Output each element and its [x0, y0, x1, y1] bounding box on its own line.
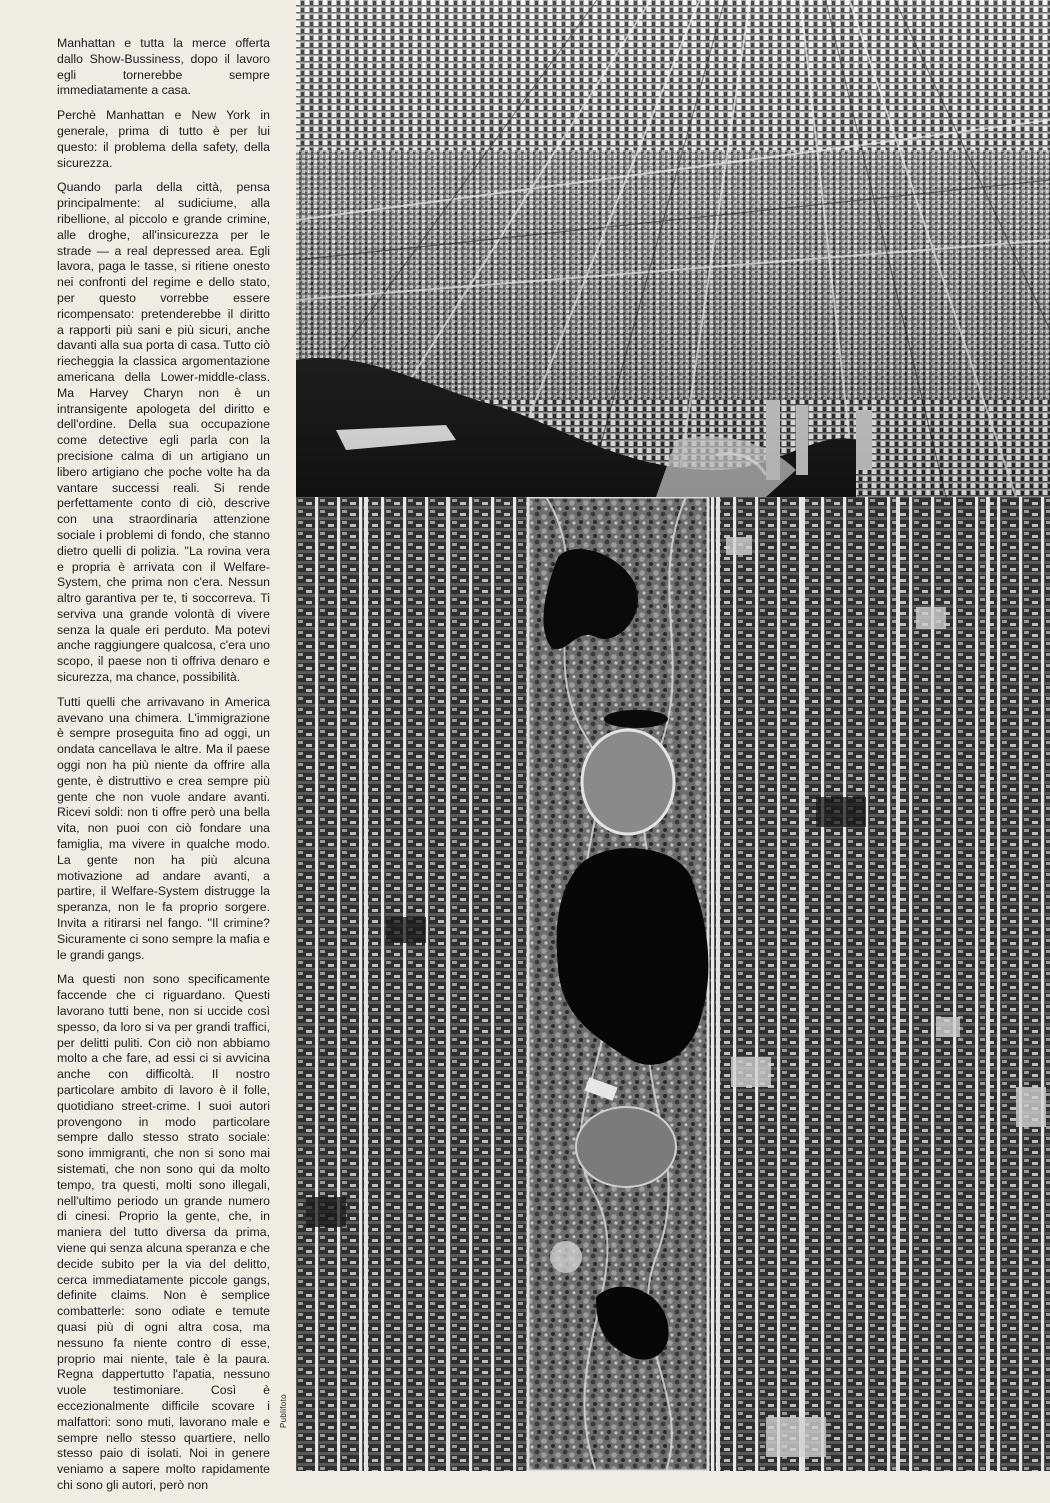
article-paragraph-5: Ma questi non sono specificamente faccende che ci riguardano. Questi lavorano tutti bene, non si uccide così spesso, da loro si va per grandi traffici, per delitti puliti. Con ciò non abbiamo molto a che fare, ad essi ci si avvicina anche con difficoltà. Il nostro particolare ambito di lavoro è il folle, quotidiano street-crime. I suoi autori provengono in modo particolare sempre dallo stesso strato sociale: sono immigranti, che non si sono mai sistemati, che non sono qui da molto tempo, tra questi, molti sono illegali, nell'ultimo periodo un grande numero di cinesi. Proprio la gente, che, in maniera del tutto diversa da prima, viene qui senza alcuna speranza e che decide subito per la via del delitto, cerca immediatamente piccole gangs, definite claims. Non è semplice combatterle: sono odiate e temute quasi più di ogni altra cosa, ma nessuno fa niente contro di esse, proprio mai niente, tale è la paura. Regna dappertutto l'apatia, nessuno vuole testimoniare. Così è eccezionalmente difficile scovare i malfattori: sono muti, lavorano male e sempre nello stesso quartiere, nello stesso paio di isolati. Noi in genere veniamo a sapere molto rapidamente chi sono gli autori, però non [57, 972, 270, 1492]
aerial-photo-skyline [296, 0, 1050, 497]
article-text-column [57, 36, 270, 1503]
article-paragraph-1: Manhattan e tutta la merce offerta dallo Show-Bussiness, dopo il lavoro egli tornerebbe sempre immediatamente a casa. [57, 36, 270, 98]
photo-credit: Publifoto [279, 1394, 288, 1428]
central-park-photo-illustration [296, 497, 1050, 1471]
article-paragraph-2: Perchè Manhattan e New York in generale, prima di tutto è per lui questo: il problema della safety, della sicurezza. [57, 108, 270, 170]
article-paragraph-4: Tutti quelli che arrivavano in America avevano una chimera. L'immigrazione è sempre proseguita fino ad oggi, un ondata cancellava le altre. Ma il paese oggi non ha più niente da offrire alla gente, è distruttivo e crea sempre più gente che non vuole andare avanti. Ricevi soldi: non ti offre però una bella vita, non puoi con ciò fondare una famiglia, ma vivere in qualche modo. La gente non ha più alcuna motivazione ad andare avanti, a partire, il Welfare-System distrugge la speranza, non le fa proprio sorgere. Invita a ritirarsi nel fango. ''Il crimine? Sicuramente ci sono sempre la mafia e le grandi gangs. [57, 694, 270, 962]
aerial-photo-central-park [296, 497, 1050, 1471]
skyline-photo-illustration [296, 0, 1050, 497]
article-paragraph-3: Quando parla della città, pensa principalmente: al sudiciume, alla ribellione, al piccolo e grande crimine, alle droghe, all'insicurezza per le strade — a real depressed area. Egli lavora, paga le tasse, si ritiene onesto nei confronti del regime e dello stato, per questo vorrebbe essere ricompensato: pretenderebbe il diritto a rapporti più sani e più sicuri, anche davanti alla sua porta di casa. Tutto ciò riecheggia la classica argomentazione americana della Lower-middle-class. Ma Harvey Charyn non è un intransigente apologeta del diritto e dell'ordine. Della sua occupazione come detective egli parla con la precisione calma di un artigiano un libero artigiano che poche volte ha da vantare successi reali. Si rende perfettamente conto di ciò, descrive con una straordinaria attenzione sociale i problemi di fondo, che stanno dietro quelli di polizia. ''La rovina vera e propria è arrivata con il Welfare-System, che prima non c'era. Nessun altro garantiva per te, ti soccorreva. Ti serviva una grande volontà di vivere senza la quale eri perduto. Ma potevi anche raggiungere qualcosa, c'era uno scopo, il paese non ti offriva denaro e sicurezza, ma chance, possibilità. [57, 180, 270, 685]
